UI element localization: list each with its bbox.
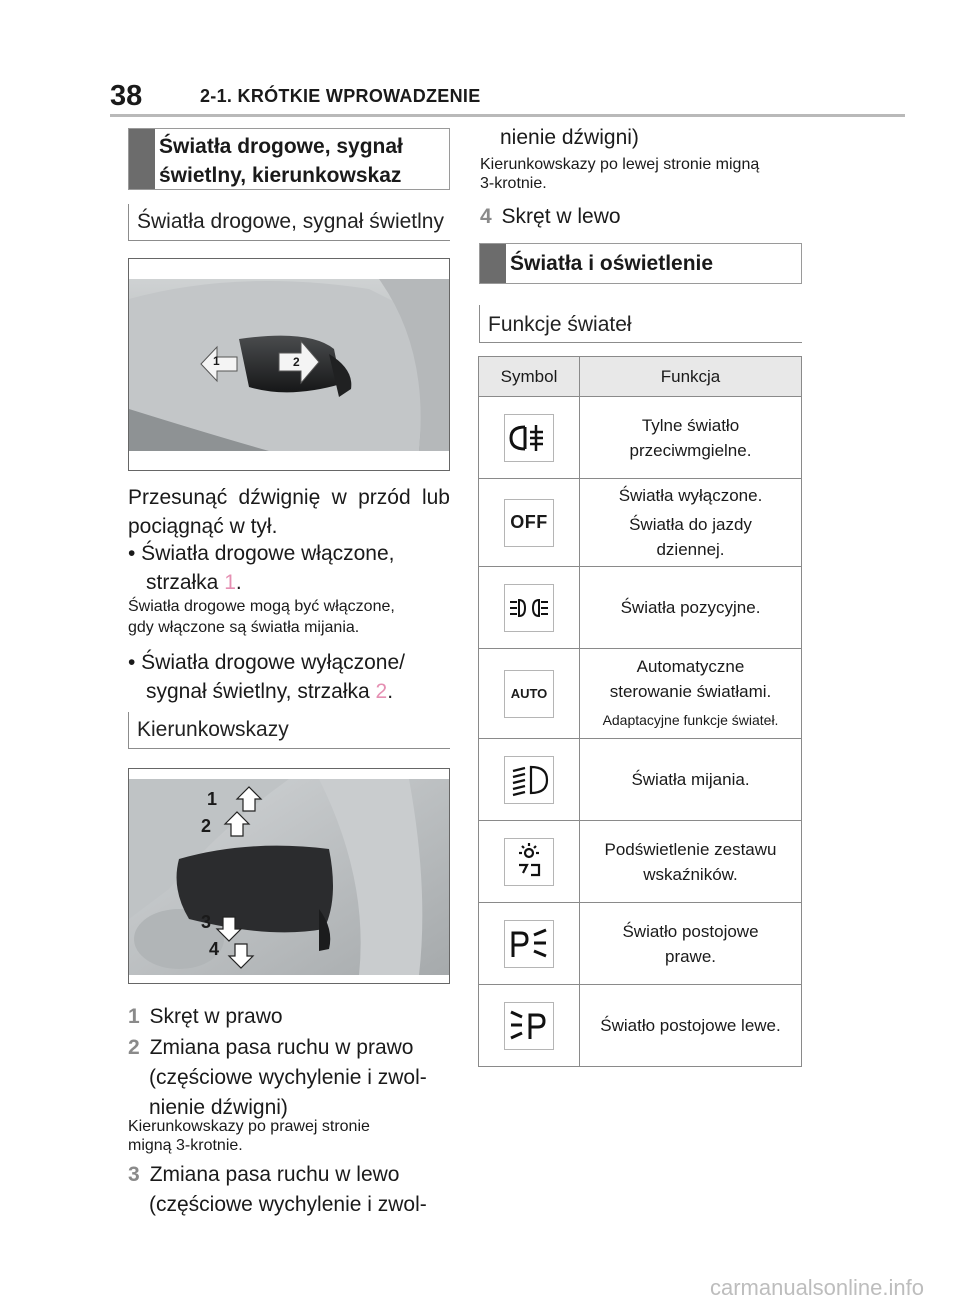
- arrow-label: 1: [213, 354, 220, 368]
- subheading-rule: [128, 748, 450, 749]
- section-marker: [480, 244, 506, 283]
- right-parking-light-icon: [504, 920, 554, 968]
- text-line: Kierunkowskazy po lewej stronie migną: [480, 156, 760, 173]
- text-line: migną 3-krotnie.: [128, 1137, 243, 1154]
- bullet-high-beam-on: • Światła drogowe włączone, strzałka 1.: [128, 539, 395, 597]
- section-title-box: [128, 128, 450, 190]
- table-row: [479, 397, 802, 479]
- icon-caption: OFF: [510, 511, 548, 532]
- text-line: • Światła drogowe włączone,: [128, 542, 395, 565]
- rear-fog-light-icon: [504, 414, 554, 462]
- section-title-line: Światła drogowe, sygnał: [159, 135, 403, 158]
- function-text: wskaźników.: [643, 864, 738, 884]
- continued-line: nienie dźwigni): [500, 126, 639, 149]
- low-beam-icon: [504, 756, 554, 804]
- text-line: (częściowe wychylenie i zwol-: [149, 1193, 427, 1216]
- text-line: nienie dźwigni): [149, 1096, 288, 1119]
- note-high-beam: [128, 596, 395, 638]
- paragraph-instruction: [128, 483, 450, 541]
- function-text: Światło postojowe lewe.: [600, 1016, 781, 1035]
- function-text: Tylne światło: [641, 415, 740, 435]
- arrow-number: 1: [224, 571, 236, 594]
- arrow-label: 3: [201, 912, 212, 932]
- parking-lights-icon: [504, 584, 554, 632]
- lever-photo-turn-signals: [128, 768, 450, 984]
- arrow-label: 4: [209, 939, 220, 959]
- subheading-tick: [128, 204, 129, 240]
- header-rule: [110, 114, 905, 117]
- text-line: 3-krotnie.: [480, 175, 547, 192]
- function-text: dziennej.: [656, 540, 725, 559]
- function-text: Automatyczne: [636, 657, 745, 676]
- item-turn-right: [128, 1002, 283, 1031]
- text-line: Skręt w prawo: [149, 1005, 283, 1028]
- section-marker: [129, 129, 155, 189]
- subheading-tick: [479, 305, 480, 342]
- function-text: Światła wyłączone.: [618, 486, 763, 505]
- text-line: pociągnąć w tył.: [128, 515, 278, 538]
- text-line: Zmiana pasa ruchu w lewo: [149, 1163, 400, 1186]
- subheading-rule: [128, 240, 450, 241]
- instrument-lighting-icon: [504, 838, 554, 886]
- light-functions-table: [478, 356, 802, 1067]
- function-text: Światła do jazdy: [629, 515, 752, 534]
- left-parking-light-icon: [504, 1002, 554, 1050]
- text-line: Zmiana pasa ruchu w prawo: [149, 1036, 414, 1059]
- function-text: Światła pozycyjne.: [620, 598, 761, 617]
- chapter-title: 2-1. KRÓTKIE WPROWADZENIE: [200, 86, 481, 106]
- table-row: [479, 649, 802, 739]
- function-text: Światła mijania.: [631, 770, 750, 789]
- table-row: [479, 567, 802, 649]
- function-text: Światło postojowe: [622, 921, 759, 941]
- item-turn-left: [480, 202, 621, 231]
- table-row: [479, 821, 802, 903]
- table-row: [479, 479, 802, 567]
- lever-photo-high-beam: [128, 258, 450, 471]
- function-text: sterowanie światłami.: [609, 682, 772, 701]
- auto-lights-icon: [504, 670, 554, 718]
- function-text: Podświetlenie zestawu: [604, 839, 777, 859]
- subheading-high-beam: Światła drogowe, sygnał świetlny: [137, 210, 444, 233]
- item-number: 2: [128, 1036, 140, 1059]
- arrow-number: 2: [375, 680, 388, 703]
- lights-off-icon: [504, 499, 554, 547]
- subheading-light-functions: Funkcje świateł: [488, 313, 632, 336]
- item-number: 4: [480, 205, 492, 228]
- table-row: [479, 739, 802, 821]
- text-line: Światła drogowe mogą być włączone,: [128, 598, 395, 615]
- subheading-turn-signals: Kierunkowskazy: [137, 718, 289, 741]
- section-title-line: świetlny, kierunkowskaz: [159, 164, 402, 187]
- text-line: (częściowe wychylenie i zwol-: [149, 1066, 427, 1089]
- arrow-label: 1: [207, 789, 218, 809]
- arrow-label: 2: [293, 355, 300, 369]
- note-right-signals: [128, 1117, 370, 1155]
- column-header-function: Funkcja: [580, 357, 802, 397]
- arrow-label: 2: [201, 816, 212, 836]
- item-lane-left: [128, 1160, 427, 1220]
- table-row: [479, 903, 802, 985]
- subheading-rule: [479, 342, 802, 343]
- text-line: Przesunąć dźwignię w przód lub: [128, 486, 450, 509]
- function-text: przeciwmgielne.: [629, 440, 752, 460]
- text-line: • Światła drogowe wyłączone/: [128, 651, 405, 674]
- function-text: prawe.: [664, 946, 717, 966]
- text-line: sygnał świetlny, strzałka: [146, 680, 376, 703]
- table-row: [479, 985, 802, 1067]
- section-title: [159, 129, 403, 190]
- item-number: 1: [128, 1005, 140, 1028]
- note-left-signals: [480, 155, 759, 193]
- table-header-row: [479, 357, 802, 397]
- function-text: Adaptacyjne funkcje świateł.: [602, 712, 779, 728]
- item-lane-right: [128, 1033, 427, 1123]
- column-header-symbol: Symbol: [479, 357, 580, 397]
- text-line: Skręt w lewo: [501, 205, 621, 228]
- section-title-box: [479, 243, 802, 284]
- item-number: 3: [128, 1163, 140, 1186]
- text-line: gdy włączone są światła mijania.: [128, 619, 360, 636]
- subheading-tick: [128, 712, 129, 748]
- page-number: 38: [110, 80, 143, 112]
- icon-caption: AUTO: [510, 685, 548, 701]
- bullet-high-beam-off: • Światła drogowe wyłączone/ sygnał świetlny, strzałka 2.: [128, 648, 405, 706]
- text-line: strzałka: [146, 571, 225, 594]
- text-line: Kierunkowskazy po prawej stronie: [128, 1118, 370, 1135]
- section-title: Światła i oświetlenie: [510, 252, 714, 275]
- watermark: carmanualsonline.info: [709, 1275, 924, 1300]
